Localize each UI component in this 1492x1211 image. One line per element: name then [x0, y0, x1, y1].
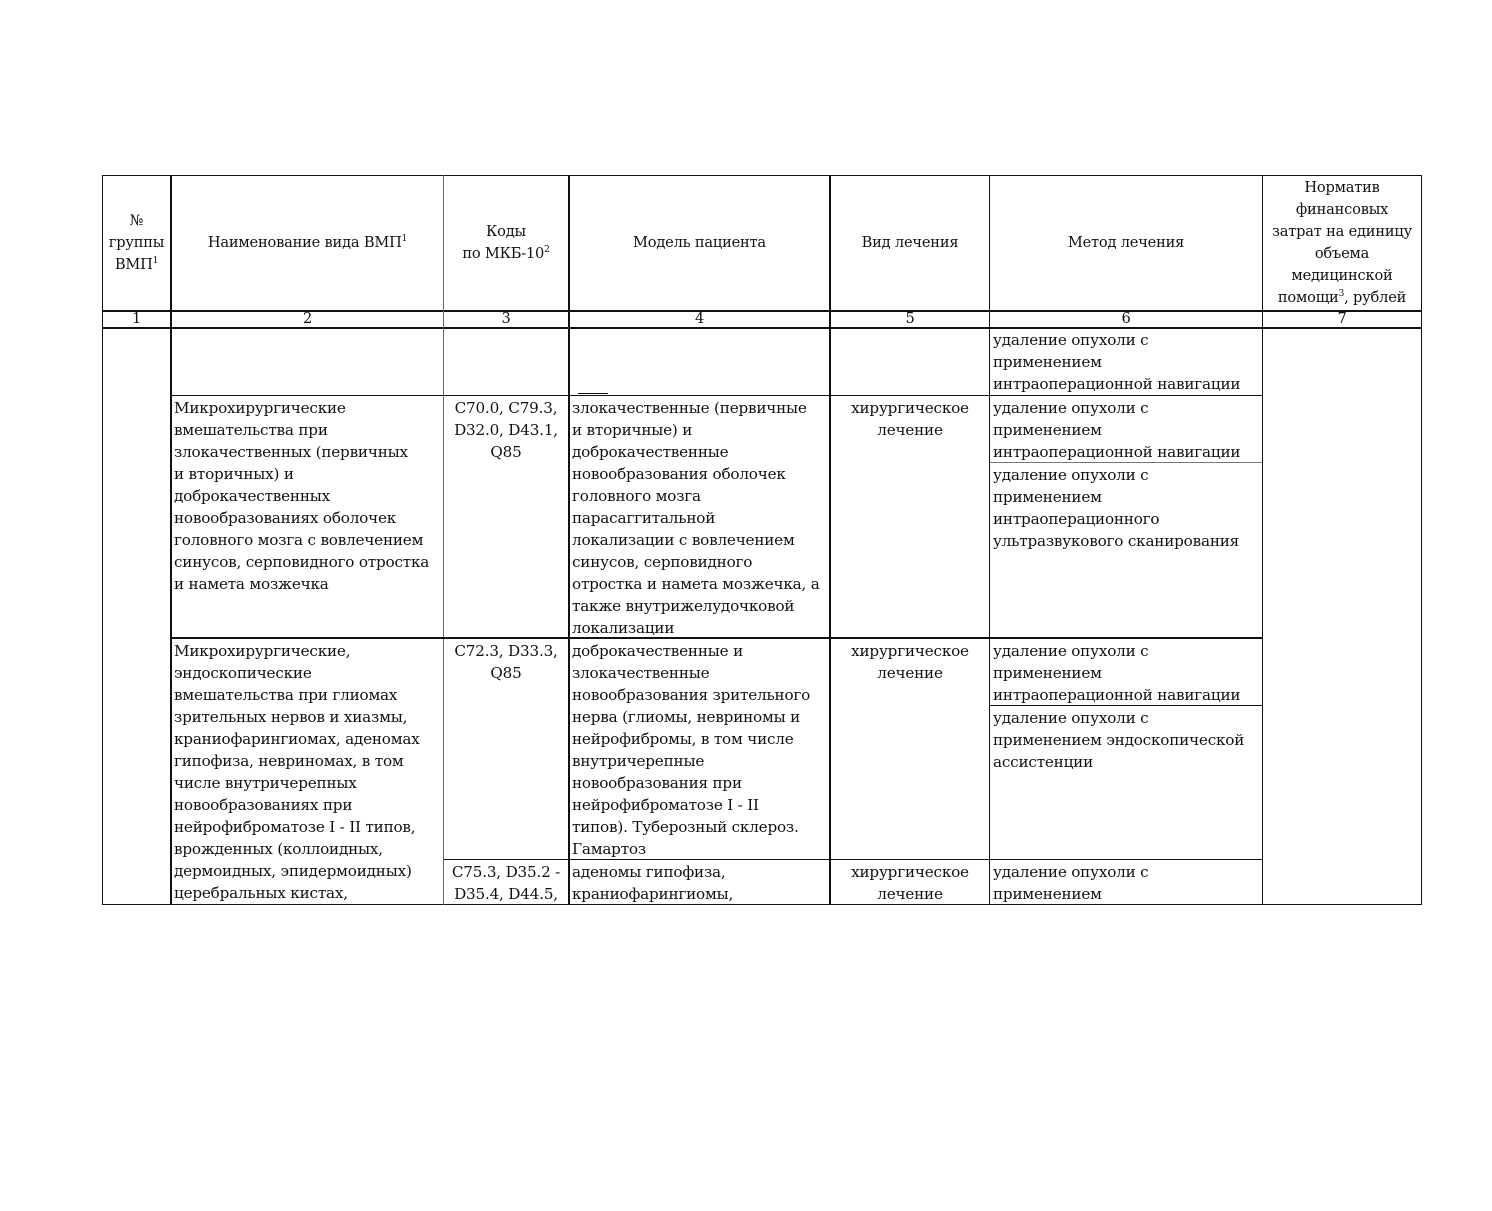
footnote-ref: 3 — [1338, 289, 1345, 300]
column-number-6: 6 — [1121, 310, 1131, 327]
stray-mark — [578, 393, 608, 394]
header-patient-model-text: Модель пациента — [633, 234, 766, 251]
table-row-2-patient-model: доброкачественные и злокачественные новообразования зрительного нерва (глиомы, невриномы и нейрофибромы, в том числе внутричерепные новообразования при нейрофиброматозе I - II типов). Туберозный склероз. Гамартоз — [572, 642, 811, 858]
column-number-5: 5 — [905, 310, 915, 327]
header-treatment-type — [831, 176, 989, 310]
header-vmp-name — [172, 176, 443, 310]
header-cost-standard-text: Норматив финансовых затрат на единицу объема медицинской помощи — [1272, 179, 1412, 306]
column-number-7: 7 — [1337, 310, 1347, 327]
column-number-2: 2 — [302, 310, 313, 327]
table-row-3-patient-model: аденомы гипофиза, краниофарингиомы, — [572, 863, 734, 903]
header-cost-standard — [1263, 176, 1421, 310]
table-row-1-patient-model: злокачественные (первичные и вторичные) и доброкачественные новообразования оболочек головного мозга парасаггитальной локализации с вовлечением синусов, серповидного отростка и намета мозжечка, а также внутрижелудочковой локализации — [572, 399, 820, 637]
col-border-7 — [1421, 175, 1422, 905]
header-patient-model — [570, 176, 829, 310]
table-row-1-method-1: удаление опухоли с применением интраоперационного ультразвукового сканирования — [993, 466, 1240, 550]
header-group-number-text: № группы ВМП — [108, 212, 165, 273]
table-row-1-method-0: удаление опухоли с применением интраоперационной навигации — [993, 399, 1241, 461]
table-row-1-icd-codes: C70.0, C79.3, D32.0, D43.1, Q85 — [454, 399, 558, 461]
header-cost-standard-suffix: , рублей — [1344, 289, 1407, 306]
table-row-0-method-0: удаление опухоли с применением интраоперационной навигации — [993, 331, 1241, 393]
footnote-ref: 1 — [152, 256, 159, 267]
header-group-number — [103, 176, 170, 310]
table-row-2-method-1: удаление опухоли с применением эндоскопической ассистенции — [993, 709, 1245, 771]
header-icd-codes-text: Коды по МКБ-10 — [462, 223, 545, 262]
header-icd-codes — [444, 176, 568, 310]
table-row-3-treatment-type: хирургическое лечение — [851, 863, 969, 903]
table-row-2-icd-codes: C72.3, D33.3, Q85 — [454, 642, 558, 682]
table-row-1-vmp-name: Микрохирургические вмешательства при злокачественных (первичных и вторичных) и доброкачественных новообразованиях оболочек головного мозга с вовлечением синусов, серповидного отростка и намета мозжечка — [174, 399, 430, 593]
table-row-2-treatment-type: хирургическое лечение — [851, 642, 969, 682]
column-number-4: 4 — [694, 310, 705, 327]
header-treatment-method-text: Метод лечения — [1067, 234, 1185, 251]
column-number-3: 3 — [501, 310, 511, 327]
row-separator-3 — [444, 859, 1262, 860]
footnote-ref: 1 — [401, 234, 408, 245]
footnote-ref: 2 — [544, 245, 550, 256]
column-number-1: 1 — [131, 310, 142, 327]
header-vmp-name-text: Наименование вида ВМП — [207, 234, 402, 251]
header-treatment-type-text: Вид лечения — [861, 234, 959, 251]
row-separator-1 — [171, 395, 1262, 396]
table-row-3-method-0: удаление опухоли с применением — [993, 863, 1149, 903]
table-row-2-vmp-name: Микрохирургические, эндоскопические вмешательства при глиомах зрительных нервов и хиазмы, краниофарингиомах, аденомах гипофиза, невриномах, в том числе внутричерепных новообразованиях при нейрофиброматозе I - II типов, врожденных (коллоидных, дермоидных, эпидермоидных) церебральных кистах, — [174, 642, 420, 902]
table-row-1-treatment-type: хирургическое лечение — [851, 399, 969, 439]
table-row-2-method-0: удаление опухоли с применением интраоперационной навигации — [993, 642, 1241, 704]
table-row-3-icd-codes: C75.3, D35.2 - D35.4, D44.5, — [451, 863, 561, 903]
header-treatment-method — [990, 176, 1262, 310]
